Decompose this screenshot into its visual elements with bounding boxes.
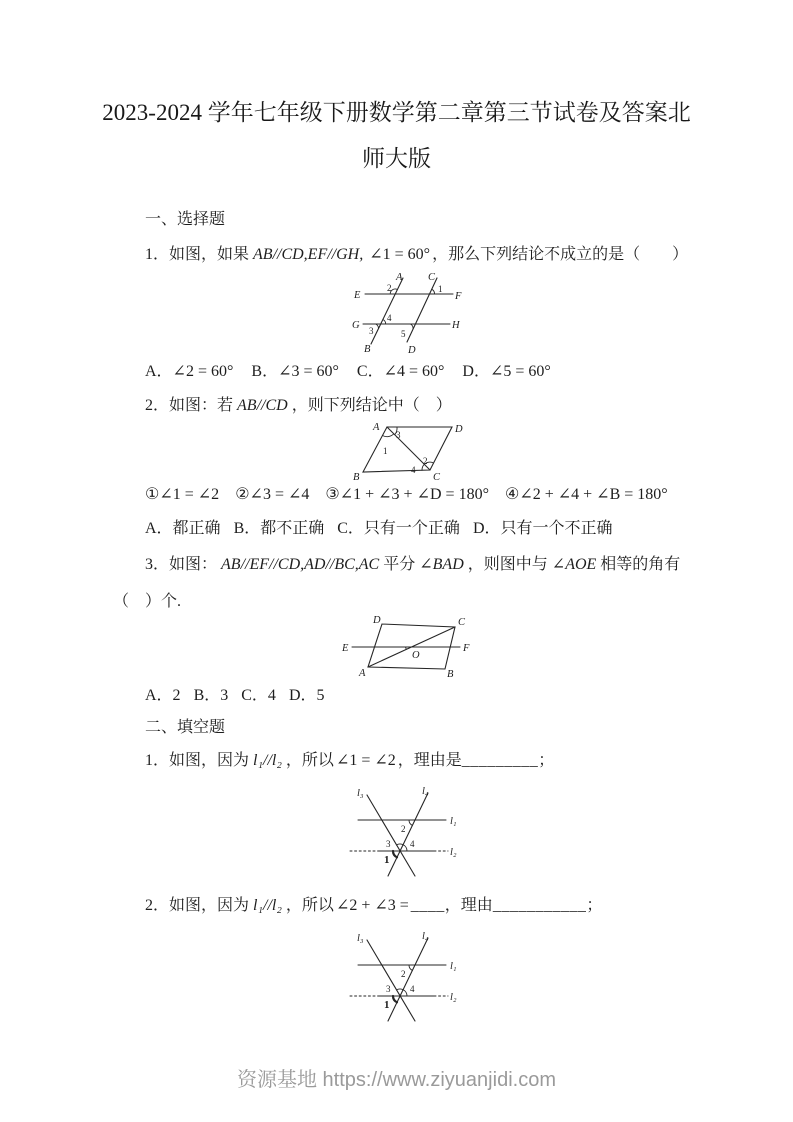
figure-fill-q1-svg <box>338 783 478 878</box>
q1-option-d: D．∠5 = 60° <box>462 363 551 380</box>
figure-q3-svg <box>340 611 480 683</box>
fig1-label-D: D <box>408 345 416 356</box>
fig2-angle-3: 3 <box>396 430 401 440</box>
fig2-angle-2: 2 <box>423 456 428 466</box>
figf2-angle-2: 2 <box>401 969 406 979</box>
fillq1-blank: _________ <box>461 752 539 769</box>
fillq1-cn1: ，所以 <box>285 752 334 769</box>
q2-statement-3: ③∠1 + ∠3 + ∠D = 180° <box>325 486 489 503</box>
fig2-angle-4: 4 <box>411 465 416 475</box>
q1-pre: 1．如图，如果 <box>145 246 250 263</box>
q2-statement-4: ④∠2 + ∠4 + ∠B = 180° <box>504 486 668 503</box>
q3-cn2: ，则图中与 <box>467 556 548 573</box>
question-3-text <box>145 551 680 574</box>
fillq2-end: ； <box>586 897 603 914</box>
fig2-angle-1: 1 <box>383 446 388 456</box>
figure-q1 <box>351 271 466 356</box>
title-line-2: 师大版 <box>362 146 431 171</box>
figure-fill-q1 <box>338 783 478 878</box>
q1-option-a: A．∠2 = 60° <box>145 363 234 380</box>
fig2-label-D: D <box>455 424 463 435</box>
document-title <box>0 90 793 182</box>
fillq2-cn1: ，所以 <box>285 897 334 914</box>
fillq2-math2: ∠2 + ∠3 = <box>335 897 409 914</box>
footer-watermark: 资源基地 https://www.ziyuanjidi.com <box>237 1069 556 1091</box>
fig3-label-C: C <box>458 617 466 628</box>
fig1-label-E: E <box>354 290 361 301</box>
figf2-angle-1: 1 <box>384 999 390 1011</box>
figf2-label-l2: l₂ <box>450 992 457 1003</box>
fig3-label-F: F <box>463 643 470 654</box>
q3-option-b: B．3 <box>193 687 229 704</box>
section-heading-fill: 二、填空题 <box>145 719 226 736</box>
fill-question-1-text <box>145 747 554 770</box>
figure-fill-q2 <box>338 928 478 1023</box>
fig2-label-C: C <box>433 472 441 483</box>
q3-options <box>145 682 338 705</box>
fillq2-cn2: ，理由 <box>444 897 493 914</box>
q3-pre: 3．如图： <box>145 556 218 573</box>
figure-q2 <box>352 412 492 492</box>
q2-statements <box>145 484 684 504</box>
figure-q1-svg <box>351 271 466 356</box>
q2-statement-2: ②∠3 = ∠4 <box>235 486 310 503</box>
q1-option-c: C．∠4 = 60° <box>356 363 445 380</box>
q3-option-c: C．4 <box>241 687 276 704</box>
figf1-label-l4: l₄ <box>422 786 429 797</box>
figure-q2-lines <box>363 427 452 472</box>
figure-fill-q2-svg <box>338 928 478 1023</box>
fillq1-cn2: ，理由是 <box>397 752 462 769</box>
q3-option-d: D．5 <box>288 687 325 704</box>
fig1-angle-5: 5 <box>401 329 406 339</box>
q2-option-d: D．只有一个不正确 <box>472 520 613 537</box>
fillq1-math2: ∠1 = ∠2 <box>335 752 396 769</box>
q3-cn3: 相等的角有 <box>600 556 681 573</box>
figf1-label-l3: l₃ <box>357 788 364 799</box>
question-3-text-line2: （ ）个. <box>113 593 182 610</box>
fillq2-blank2: ___________ <box>492 897 587 914</box>
fill-question-2-text <box>145 892 602 915</box>
figf1-label-l2: l₂ <box>450 847 457 858</box>
q2-pre: 2．如图：若 <box>145 397 234 414</box>
figf2-label-l1: l₁ <box>450 961 457 972</box>
fig2-label-B: B <box>353 472 360 483</box>
q3-option-a: A．2 <box>145 687 181 704</box>
figure-q3 <box>340 611 480 683</box>
figf1-angle-2: 2 <box>401 824 406 834</box>
fig1-label-H: H <box>452 320 460 331</box>
q2-math: AB//CD <box>237 397 288 414</box>
figf1-angle-4: 4 <box>410 839 415 849</box>
q2-post: ，则下列结论中（ ） <box>291 397 452 414</box>
fig3-label-O: O <box>412 650 420 661</box>
fig1-angle-4: 4 <box>387 313 392 323</box>
fig1-angle-3: 3 <box>369 326 374 336</box>
figf1-label-l1: l₁ <box>450 816 457 827</box>
q1-options <box>145 358 569 381</box>
q3-math3: ∠AOE <box>551 556 597 573</box>
fig1-label-G: G <box>352 320 360 331</box>
figf2-label-l4: l₄ <box>422 931 429 942</box>
q3-cn1: 平分 <box>383 556 416 573</box>
fig3-label-A: A <box>359 668 366 679</box>
figure-fill-q1-lines <box>350 793 448 876</box>
fig1-label-C: C <box>428 272 436 283</box>
fillq1-math1: l₁//l₂ <box>253 752 282 769</box>
question-1-text <box>145 241 688 264</box>
q3-math1: AB//EF//CD,AD//BC,AC <box>221 556 380 573</box>
q2-statement-1: ①∠1 = ∠2 <box>145 486 220 503</box>
figf1-angle-1: 1 <box>384 854 390 866</box>
fillq2-pre: 2．如图，因为 <box>145 897 250 914</box>
fig1-label-F: F <box>455 291 462 302</box>
fillq1-pre: 1．如图，因为 <box>145 752 250 769</box>
figure-fill-q2-lines <box>350 938 448 1021</box>
fig1-angle-2: 2 <box>387 283 392 293</box>
figure-q2-svg <box>352 412 492 492</box>
title-line-1: 2023-2024 学年七年级下册数学第二章第三节试卷及答案北 <box>102 100 691 125</box>
q1-math: AB//CD,EF//GH, <box>253 246 364 263</box>
fig3-label-E: E <box>342 643 349 654</box>
figf2-angle-4: 4 <box>410 984 415 994</box>
section-heading-choice: 一、选择题 <box>145 211 226 228</box>
fillq2-blank1: ____ <box>410 897 445 914</box>
fillq1-end: ； <box>538 752 555 769</box>
fillq2-math1: l₁//l₂ <box>253 897 282 914</box>
q1-option-b: B．∠3 = 60° <box>251 363 339 380</box>
q2-option-c: C．只有一个正确 <box>337 520 460 537</box>
q3-math2: ∠BAD <box>419 556 464 573</box>
fig1-angle-1: 1 <box>438 284 443 294</box>
figure-q3-lines <box>352 624 460 669</box>
figf1-angle-3: 3 <box>386 839 391 849</box>
fig2-label-A: A <box>373 422 380 433</box>
fig3-label-B: B <box>447 669 454 680</box>
figf2-angle-3: 3 <box>386 984 391 994</box>
q1-post: ，那么下列结论不成立的是（ ） <box>432 246 689 263</box>
fig1-label-B: B <box>364 344 371 355</box>
fig1-label-A: A <box>396 272 403 283</box>
q2-option-b: B．都不正确 <box>233 520 325 537</box>
q2-options <box>145 515 626 538</box>
figf2-label-l3: l₃ <box>357 933 364 944</box>
q1-math2: ∠1 = 60° <box>369 246 431 263</box>
q2-option-a: A．都正确 <box>145 520 221 537</box>
fig3-label-D: D <box>373 615 381 626</box>
